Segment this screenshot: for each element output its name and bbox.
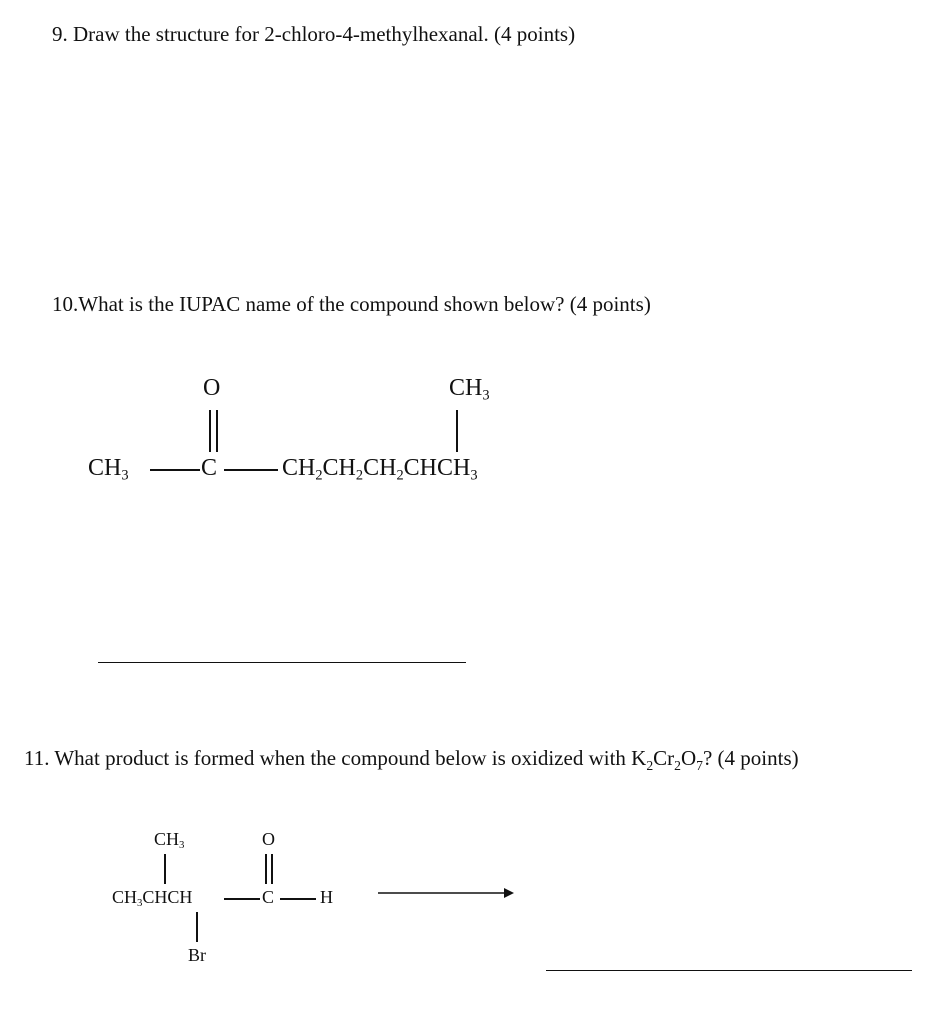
question-11-answer-line [546, 970, 912, 971]
q11-double-bond-right [271, 854, 273, 884]
q11-carbonyl-oxygen: O [262, 829, 275, 849]
q11-main-chain: $CH_3CHCH$ [112, 887, 193, 910]
question-10-answer-line [98, 662, 466, 663]
q11-branch-methyl: $CH_3$ [154, 829, 185, 852]
q11-bromine: Br [188, 945, 206, 965]
q11-double-bond-left [265, 854, 267, 884]
question-11 [24, 746, 799, 774]
question-10-text: What is the IUPAC name of the compound shown below? (4 points) [78, 292, 651, 316]
question-9 [52, 22, 575, 47]
q10-single-bond-left [150, 469, 200, 471]
q10-left-methyl: $CH_3$ [88, 455, 129, 484]
question-10 [52, 292, 651, 317]
reaction-arrow-icon [376, 884, 516, 904]
q10-double-bond-right [216, 410, 218, 452]
question-11-text: What product is formed when the compound below is oxidized with $K_2Cr_2O_7$? (4 points) [54, 746, 799, 774]
question-11-number: 11. [24, 746, 50, 770]
q10-carbonyl-oxygen: O [203, 375, 221, 401]
q10-branch-methyl: $CH_3$ [449, 375, 490, 404]
question-9-number: 9. [52, 22, 68, 46]
q11-bond-to-carbonyl [224, 898, 260, 900]
question-9-text: Draw the structure for 2-chloro-4-methylhexanal. (4 points) [73, 22, 576, 46]
q11-bottom-branch-bond [196, 912, 198, 942]
q10-branch-bond [456, 410, 458, 452]
q10-chain: $CH_2CH_2CH_2CHCH_3$ [282, 455, 478, 484]
question-10-number: 10. [52, 292, 79, 316]
q11-hydrogen: H [320, 887, 333, 907]
q11-carbonyl-carbon: C [262, 887, 275, 907]
q11-top-branch-bond [164, 854, 166, 884]
q10-carbonyl-carbon: C [201, 455, 218, 481]
q10-double-bond-left [209, 410, 211, 452]
q11-bond-to-hydrogen [280, 898, 316, 900]
q10-single-bond-right [224, 469, 278, 471]
